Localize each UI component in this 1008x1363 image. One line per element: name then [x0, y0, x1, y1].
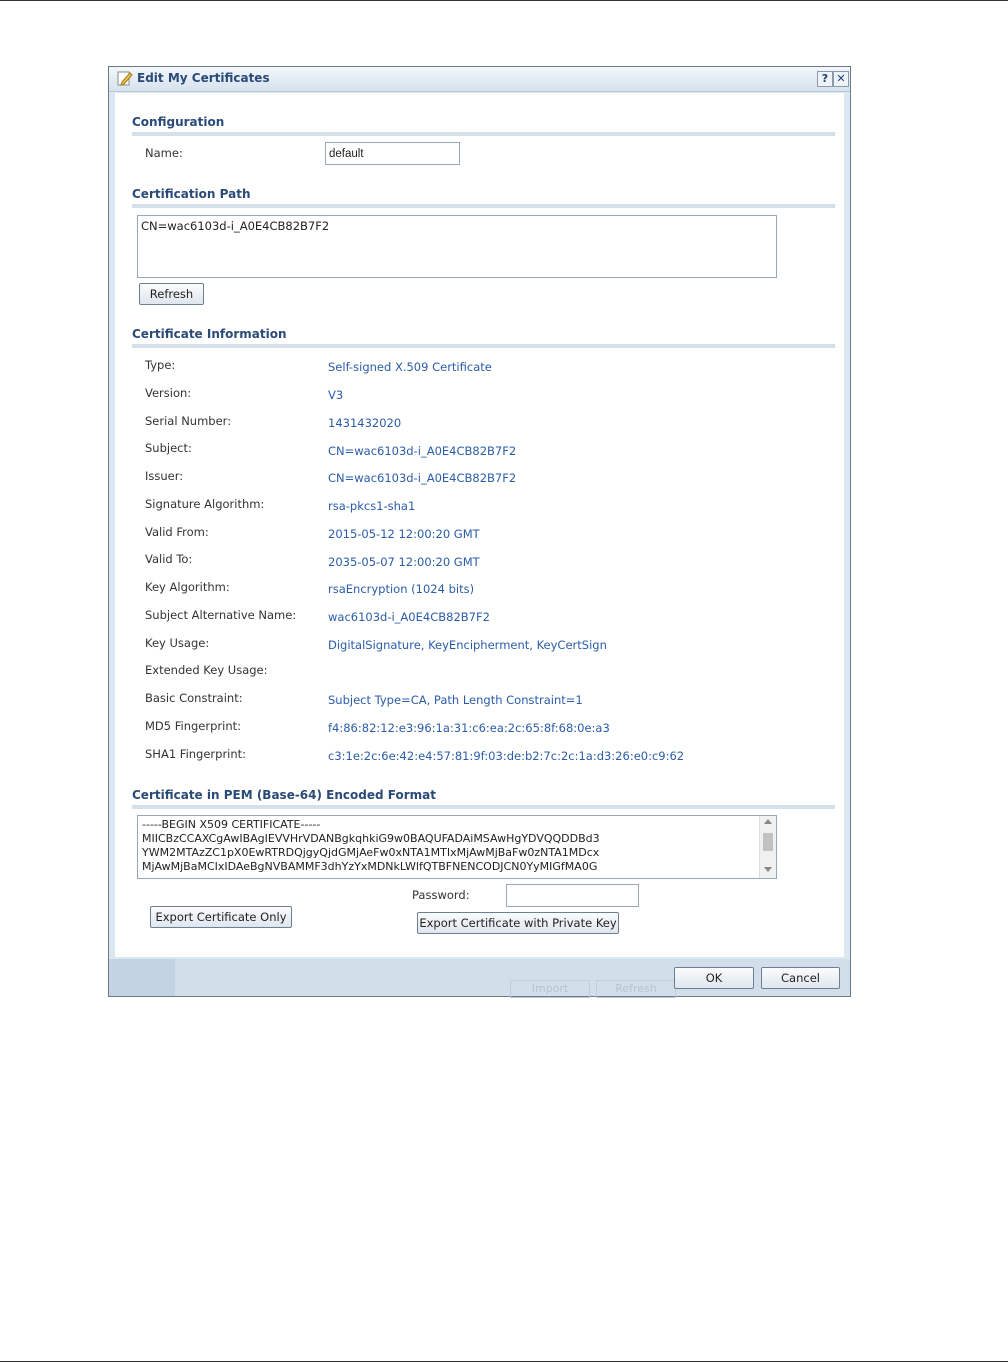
- dialog-titlebar: [109, 67, 850, 92]
- ok-button[interactable]: OK: [674, 967, 754, 989]
- info-value: V3: [328, 388, 344, 402]
- info-label: Basic Constraint:: [145, 691, 243, 705]
- info-value: rsaEncryption (1024 bits): [328, 582, 475, 596]
- pem-scrollbar[interactable]: [759, 816, 776, 878]
- ghost-import-button: Import: [510, 980, 590, 998]
- info-label: Subject Alternative Name:: [145, 608, 297, 622]
- dialog-content: [115, 93, 844, 957]
- pem-heading: Certificate in PEM (Base-64) Encoded Format: [132, 788, 436, 802]
- info-value: rsa-pkcs1-sha1: [328, 499, 416, 513]
- info-label: Serial Number:: [145, 414, 232, 428]
- dialog-footer: [109, 959, 850, 996]
- certification-path-heading: Certification Path: [132, 187, 251, 201]
- info-value: Subject Type=CA, Path Length Constraint=1: [328, 693, 583, 707]
- section-divider: [132, 132, 835, 136]
- password-input[interactable]: [506, 884, 639, 907]
- edit-pencil-icon: [117, 70, 133, 86]
- scroll-down-icon[interactable]: [764, 867, 772, 872]
- info-label: Signature Algorithm:: [145, 497, 265, 511]
- scroll-up-icon[interactable]: [764, 819, 772, 824]
- info-label: Subject:: [145, 441, 192, 455]
- page-top-rule: [0, 0, 1008, 1]
- info-label: Extended Key Usage:: [145, 663, 268, 677]
- export-certificate-only-button[interactable]: Export Certificate Only: [150, 906, 292, 928]
- pem-line: YWM2MTAzZC1pX0EwRTRDQjgyQjdGMjAeFw0xNTA1MTIxMjAwMjBaFw0zNTA1MDcx: [142, 846, 600, 859]
- info-label: SHA1 Fingerprint:: [145, 747, 247, 761]
- info-label: Valid From:: [145, 525, 209, 539]
- info-label: Key Algorithm:: [145, 580, 230, 594]
- info-value: 2015-05-12 12:00:20 GMT: [328, 527, 480, 541]
- info-label: Valid To:: [145, 552, 193, 566]
- section-divider: [132, 204, 835, 208]
- pem-line: MjAwMjBaMCIxIDAeBgNVBAMMF3dhYzYxMDNkLWlfQTBFNENCODJCN0YyMIGfMA0G: [142, 860, 598, 873]
- info-value: 2035-05-07 12:00:20 GMT: [328, 555, 480, 569]
- close-icon[interactable]: ✕: [833, 71, 849, 87]
- info-value: c3:1e:2c:6e:42:e4:57:81:9f:03:de:b2:7c:2c:1a:d3:26:e0:c9:62: [328, 749, 685, 763]
- configuration-heading: Configuration: [132, 115, 225, 129]
- certification-path-entry[interactable]: CN=wac6103d-i_A0E4CB82B7F2: [141, 219, 330, 233]
- cancel-button[interactable]: Cancel: [761, 967, 840, 989]
- section-divider: [132, 344, 835, 348]
- info-value: DigitalSignature, KeyEncipherment, KeyCertSign: [328, 638, 607, 652]
- export-certificate-with-key-button[interactable]: Export Certificate with Private Key: [417, 912, 619, 934]
- info-value: CN=wac6103d-i_A0E4CB82B7F2: [328, 444, 517, 458]
- pem-textarea[interactable]: [137, 815, 777, 879]
- certification-path-list[interactable]: [137, 215, 777, 278]
- password-label: Password:: [412, 888, 470, 902]
- info-label: MD5 Fingerprint:: [145, 719, 242, 733]
- pem-line: MIICBzCCAXCgAwIBAgIEVVHrVDANBgkqhkiG9w0BAQUFADAiMSAwHgYDVQQDDBd3: [142, 832, 600, 845]
- pem-line: -----BEGIN X509 CERTIFICATE-----: [142, 818, 321, 831]
- section-divider: [132, 805, 835, 809]
- info-label: Issuer:: [145, 469, 184, 483]
- help-icon[interactable]: ?: [817, 71, 833, 87]
- info-label: Key Usage:: [145, 636, 210, 650]
- page-bottom-rule: [0, 1361, 1008, 1362]
- certificate-information-heading: Certificate Information: [132, 327, 287, 341]
- name-input[interactable]: [325, 142, 460, 165]
- info-label: Version:: [145, 386, 192, 400]
- name-label: Name:: [145, 146, 183, 160]
- info-value: Self-signed X.509 Certificate: [328, 360, 492, 374]
- footer-left-panel: [109, 959, 175, 996]
- info-label: Type:: [145, 358, 176, 372]
- dialog-title: Edit My Certificates: [137, 71, 270, 85]
- info-value: wac6103d-i_A0E4CB82B7F2: [328, 610, 490, 624]
- pem-scroll-thumb[interactable]: [763, 833, 773, 851]
- info-value: CN=wac6103d-i_A0E4CB82B7F2: [328, 471, 517, 485]
- info-value: 1431432020: [328, 416, 402, 430]
- edit-certificates-dialog: [108, 66, 851, 997]
- info-value: f4:86:82:12:e3:96:1a:31:c6:ea:2c:65:8f:68:0e:a3: [328, 721, 610, 735]
- ghost-refresh-button: Refresh: [596, 980, 676, 998]
- refresh-path-button[interactable]: Refresh: [139, 283, 204, 305]
